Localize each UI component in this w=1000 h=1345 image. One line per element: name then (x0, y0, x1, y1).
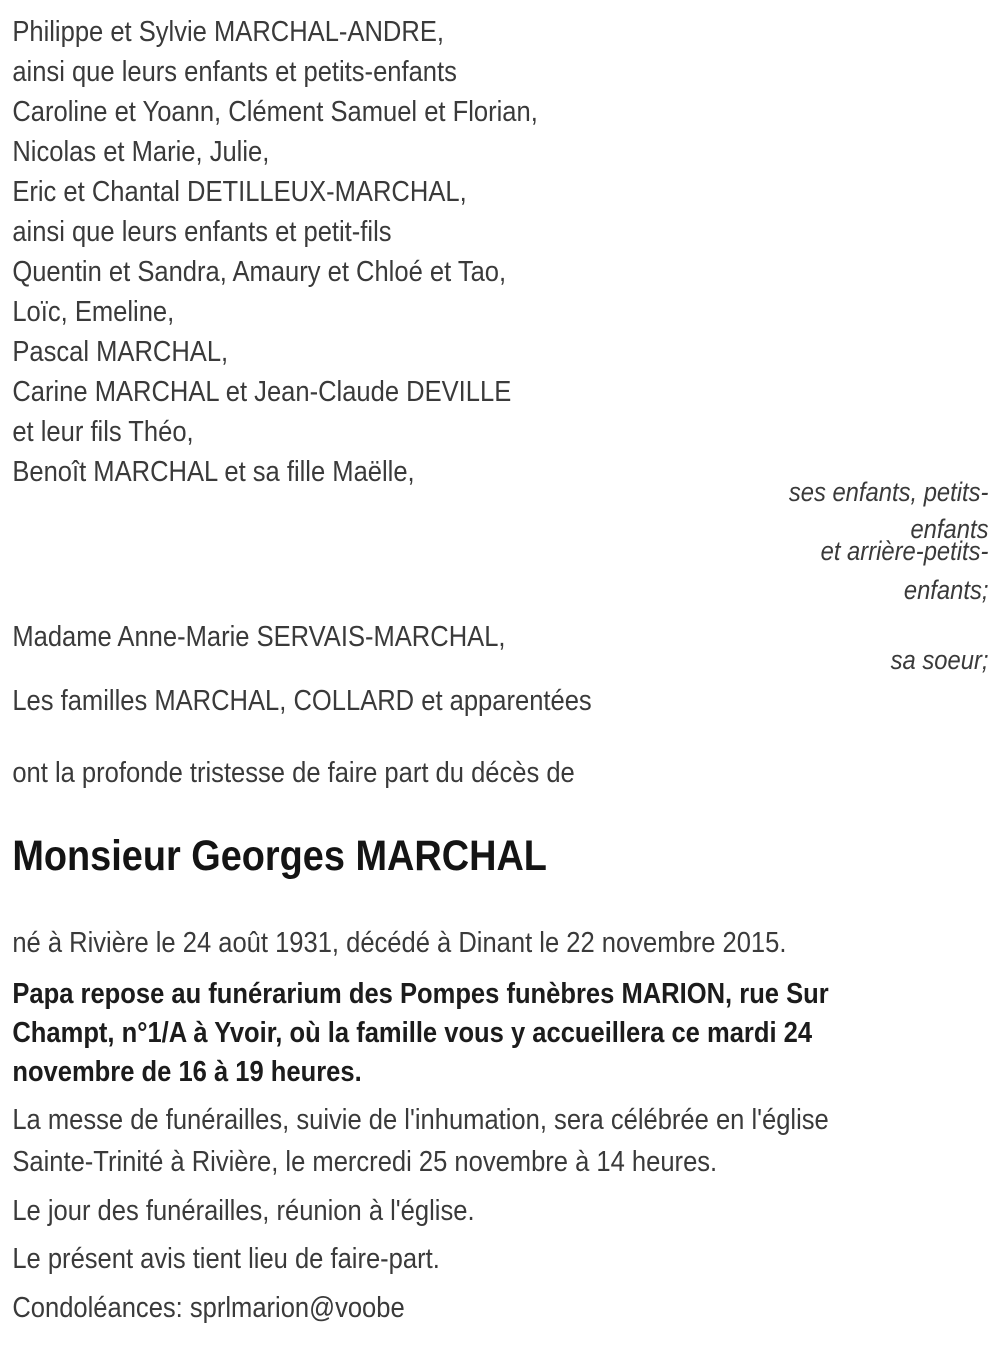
relation-sister-line: sa soeur; (890, 645, 989, 675)
family-line: Nicolas et Marie, Julie, (12, 136, 270, 168)
family-names-block (12, 12, 988, 492)
relation-children-line: ses enfants, petits- (788, 477, 989, 507)
family-line: Carine MARCHAL et Jean-Claude DEVILLE (12, 376, 512, 408)
condolences-line: Condoléances: sprlmarion@voobe (12, 1292, 405, 1324)
funeral-mass-paragraph (12, 1099, 988, 1183)
family-line: ainsi que leurs enfants et petit-fils (12, 216, 392, 248)
announcement-intro-line: ont la profonde tristesse de faire part du décès de (12, 757, 575, 789)
family-line: Caroline et Yoann, Clément Samuel et Florian, (12, 96, 538, 128)
family-line: Benoît MARCHAL et sa fille Maëlle, (12, 456, 415, 488)
family-line: Eric et Chantal DETILLEUX-MARCHAL, (12, 176, 467, 208)
relation-children-line: enfants; (903, 575, 989, 605)
funeral-mass-line: La messe de funérailles, suivie de l'inhumation, sera célébrée en l'église (12, 1104, 829, 1136)
sister-name-line: Madame Anne-Marie SERVAIS-MARCHAL, (12, 621, 506, 653)
life-dates-line: né à Rivière le 24 août 1931, décédé à Dinant le 22 novembre 2015. (12, 927, 787, 959)
family-line: ainsi que leurs enfants et petits-enfants (12, 56, 457, 88)
related-families-line: Les familles MARCHAL, COLLARD et apparentées (12, 685, 592, 717)
family-line: Quentin et Sandra, Amaury et Chloé et Tao, (12, 256, 507, 288)
deceased-name-heading: Monsieur Georges MARCHAL (12, 832, 547, 880)
family-line: Loïc, Emeline, (12, 296, 175, 328)
family-line: Pascal MARCHAL, (12, 336, 229, 368)
gathering-line: Le jour des funérailles, réunion à l'église. (12, 1195, 475, 1227)
funeral-mass-line: Sainte-Trinité à Rivière, le mercredi 25 novembre à 14 heures. (12, 1146, 718, 1178)
funeral-home-line: Papa repose au funérarium des Pompes funèbres MARION, rue Sur (12, 978, 829, 1010)
funeral-home-line: Champt, n°1/A à Yvoir, où la famille vous y accueillera ce mardi 24 (12, 1017, 813, 1049)
family-line: et leur fils Théo, (12, 416, 194, 448)
relation-children-block (12, 474, 988, 609)
notice-line: Le présent avis tient lieu de faire-part. (12, 1243, 440, 1275)
funeral-home-line: novembre de 16 à 19 heures. (12, 1056, 362, 1088)
relation-children-line: et arrière-petits- (820, 536, 989, 566)
funeral-home-paragraph (12, 975, 988, 1092)
family-line: Philippe et Sylvie MARCHAL-ANDRE, (12, 16, 444, 48)
relation-children-line: enfants (910, 514, 989, 544)
